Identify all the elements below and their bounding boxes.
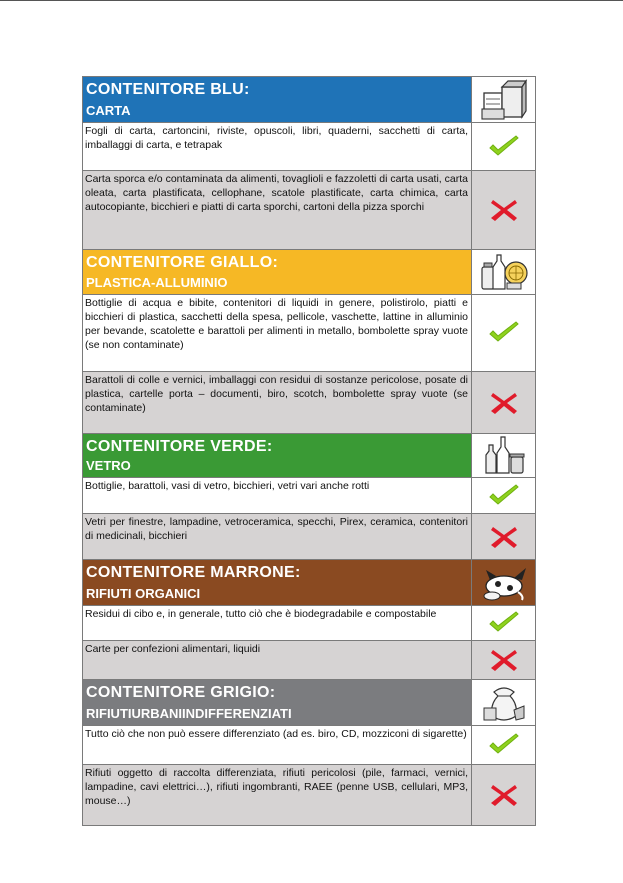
- section-marrone: [83, 559, 535, 679]
- section-grigio: [83, 679, 535, 825]
- mixed-waste-bag-icon: [472, 680, 535, 725]
- section-subtitle: RIFIUTIURBANIINDIFFERENZIATI: [86, 706, 292, 721]
- cross-icon: [472, 171, 535, 249]
- forbidden-text: Barattoli di colle e vernici, imballaggi con residui di sostanze pericolose, posate di plastica, cartelle porta – documenti, biro, scotch, bombolette spray vuote (se contaminate): [83, 372, 472, 433]
- section-subtitle: PLASTICA-ALLUMINIO: [86, 275, 228, 290]
- cross-icon: [472, 765, 535, 825]
- cross-icon: [472, 514, 535, 559]
- section-subtitle: VETRO: [86, 458, 131, 473]
- forbidden-row: [83, 372, 535, 433]
- header-text: [83, 680, 472, 725]
- section-header: [83, 560, 535, 606]
- forbidden-row: [83, 765, 535, 825]
- forbidden-row: [83, 641, 535, 679]
- checkmark-icon: [472, 726, 535, 764]
- section-blu: [83, 77, 535, 249]
- plastic-cans-icon: [472, 250, 535, 294]
- allowed-text: Residui di cibo e, in generale, tutto ciò che è biodegradabile e compostabile: [83, 606, 472, 640]
- allowed-text: Bottiglie, barattoli, vasi di vetro, bicchieri, vetri vari anche rotti: [83, 478, 472, 513]
- checkmark-icon: [472, 478, 535, 513]
- section-header: [83, 250, 535, 295]
- section-header: [83, 77, 535, 123]
- forbidden-text: Rifiuti oggetto di raccolta differenziata, rifiuti pericolosi (pile, farmaci, vernici, lampadine, cavi elettrici…), rifiuti ingombranti, RAEE (penne USB, cellulari, MP3, mouse…): [83, 765, 472, 825]
- cross-icon: [472, 372, 535, 433]
- section-verde: [83, 433, 535, 559]
- paper-boxes-icon: [472, 77, 535, 122]
- header-text: [83, 250, 472, 294]
- section-title: CONTENITORE BLU:: [86, 81, 250, 98]
- section-header: [83, 680, 535, 726]
- checkmark-icon: [472, 123, 535, 170]
- cross-icon: [472, 641, 535, 679]
- section-title: CONTENITORE VERDE:: [86, 438, 273, 455]
- forbidden-text: Carte per confezioni alimentari, liquidi: [83, 641, 472, 679]
- section-subtitle: CARTA: [86, 103, 131, 118]
- checkmark-icon: [472, 295, 535, 371]
- section-title: CONTENITORE MARRONE:: [86, 564, 301, 581]
- allowed-row: [83, 478, 535, 514]
- header-text: [83, 434, 472, 477]
- section-title: CONTENITORE GIALLO:: [86, 254, 279, 271]
- forbidden-row: [83, 514, 535, 559]
- page-top-border: [0, 0, 623, 1]
- checkmark-icon: [472, 606, 535, 640]
- header-text: [83, 560, 472, 605]
- forbidden-text: Vetri per finestre, lampadine, vetroceramica, specchi, Pirex, ceramica, contenitori di medicinali, bicchieri: [83, 514, 472, 559]
- header-text: [83, 77, 472, 122]
- section-header: [83, 434, 535, 478]
- waste-sorting-table: [82, 76, 536, 826]
- section-subtitle: RIFIUTI ORGANICI: [86, 586, 201, 601]
- forbidden-row: [83, 171, 535, 249]
- allowed-text: Tutto ciò che non può essere differenziato (ad es. biro, CD, mozziconi di sigarette): [83, 726, 472, 764]
- allowed-text: Bottiglie di acqua e bibite, contenitori di liquidi in genere, polistirolo, piatti e bicchieri di plastica, sacchetti della spesa, pellicole, vaschette, lattine in alluminio per bevande, scatolette e barattoli per alimenti in metallo, bombolette spray vuote (se non contaminate): [83, 295, 472, 371]
- forbidden-text: Carta sporca e/o contaminata da alimenti, tovaglioli e fazzoletti di carta usati, carta oleata, carta plastificata, cellophane, scatole plastificate, carta chimica, carta autocopiante, bicchieri e piatti di carta sporchi, cartoni della pizza sporchi: [83, 171, 472, 249]
- allowed-row: [83, 726, 535, 765]
- section-giallo: [83, 249, 535, 433]
- allowed-row: [83, 123, 535, 171]
- allowed-row: [83, 606, 535, 641]
- organic-waste-icon: [472, 560, 535, 605]
- allowed-row: [83, 295, 535, 372]
- allowed-text: Fogli di carta, cartoncini, riviste, opuscoli, libri, quaderni, sacchetti di carta, imballaggi di carta, e tetrapak: [83, 123, 472, 170]
- section-title: CONTENITORE GRIGIO:: [86, 684, 276, 701]
- glass-bottles-icon: [472, 434, 535, 477]
